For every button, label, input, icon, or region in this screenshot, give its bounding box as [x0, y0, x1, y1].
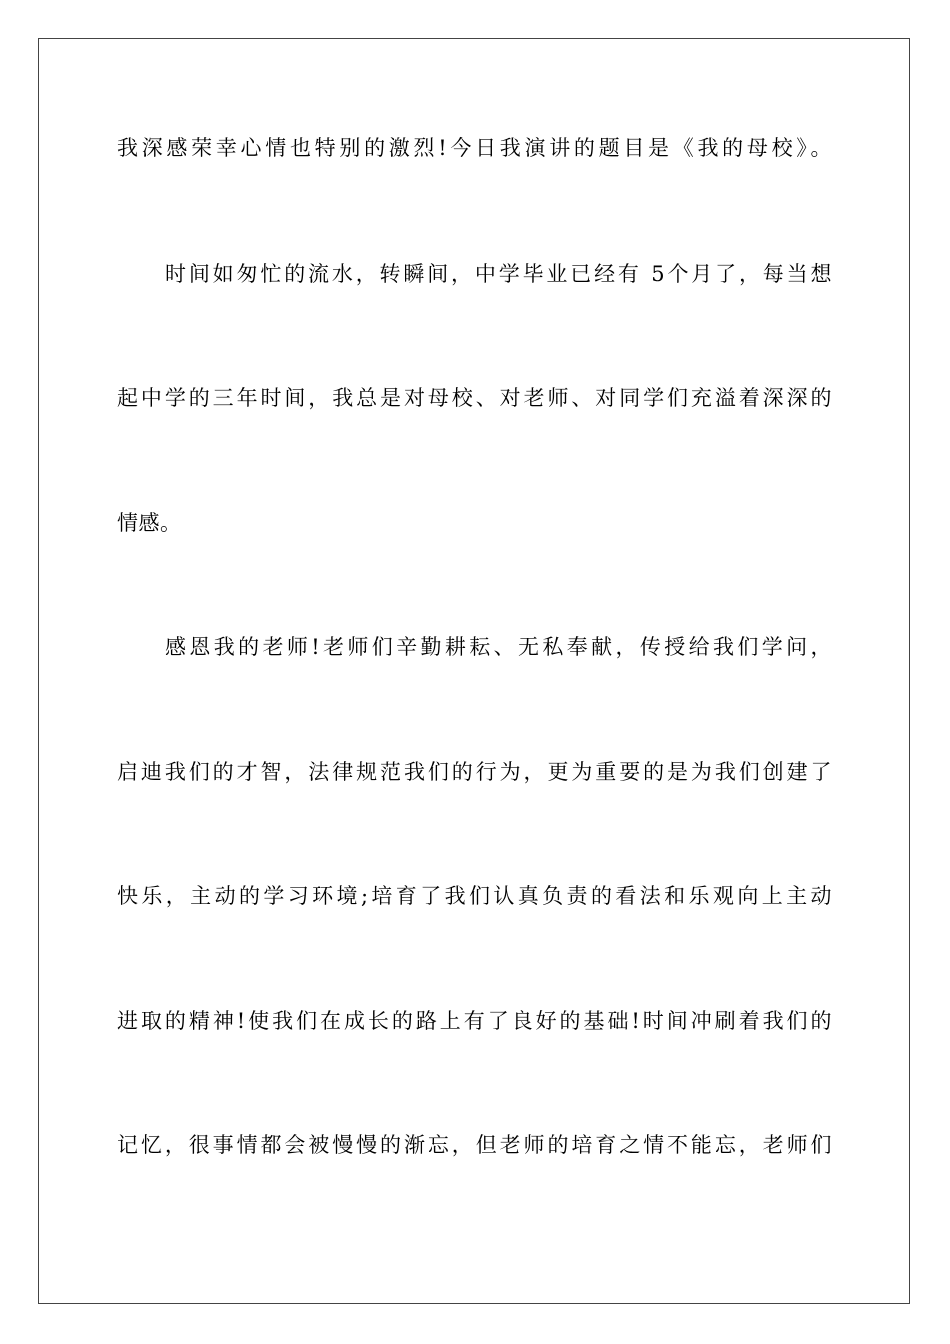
paragraph-start-line: 感恩我的老师!老师们辛勤耕耘、无私奉献，传授给我们学问， [165, 635, 832, 659]
text-line: 启迪我们的才智，法律规范我们的行为，更为重要的是为我们创建了 [117, 760, 832, 784]
text-line: 快乐，主动的学习环境;培育了我们认真负责的看法和乐观向上主动 [117, 884, 832, 908]
text-line: 起中学的三年时间，我总是对母校、对老师、对同学们充溢着深深的 [117, 386, 832, 410]
text-line: 记忆，很事情都会被慢慢的渐忘，但老师的培育之情不能忘，老师们 [117, 1133, 832, 1157]
paragraph-start-line: 时间如匆忙的流水，转瞬间，中学毕业已经有 5个月了，每当想 [165, 262, 832, 286]
text-line: 我深感荣幸心情也特别的激烈!今日我演讲的题目是《我的母校》。 [117, 136, 832, 160]
text-line: 情感。 [117, 511, 182, 535]
text-line: 进取的精神!使我们在成长的路上有了良好的基础!时间冲刷着我们的 [117, 1009, 832, 1033]
page-border [38, 38, 910, 1304]
